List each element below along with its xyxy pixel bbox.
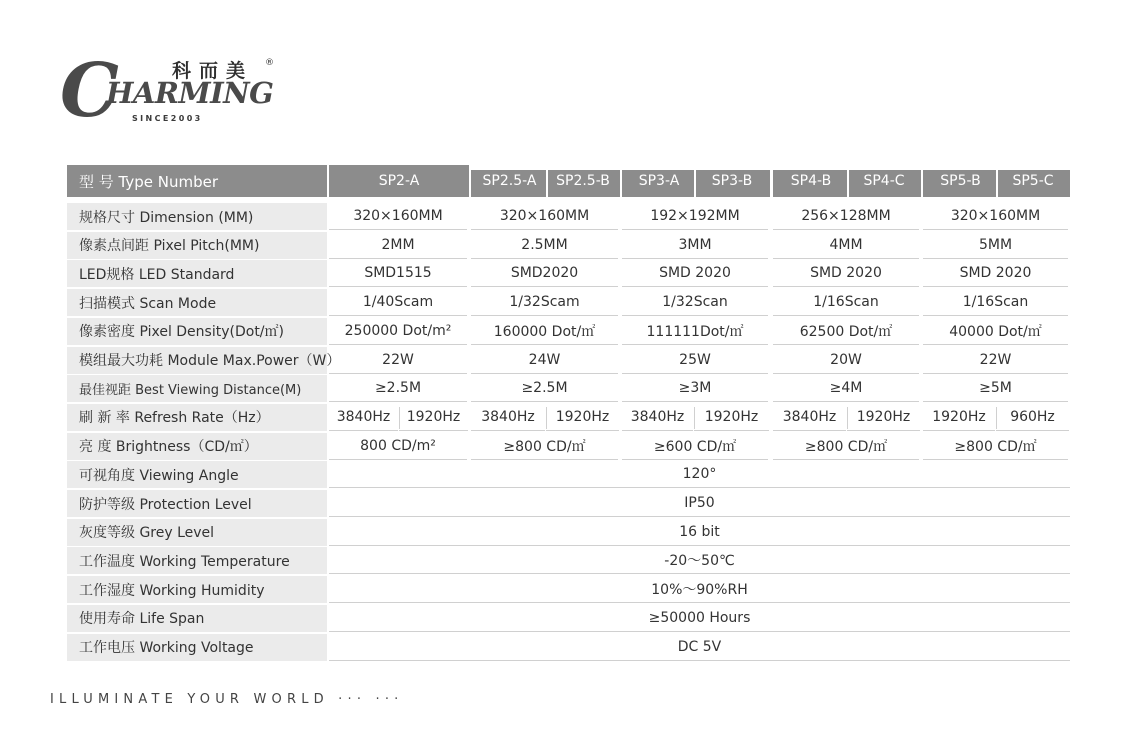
spec-cell: ≥5M bbox=[923, 375, 1068, 402]
brightness-cell: ≥800 CD/㎡ bbox=[923, 433, 1068, 460]
spec-cell: 4MM bbox=[773, 232, 919, 259]
logo-since: SINCE2003 bbox=[132, 114, 203, 123]
brightness-cell: ≥600 CD/㎡ bbox=[622, 433, 768, 460]
refresh-rate-cell: 1920Hz bbox=[923, 404, 995, 431]
spec-cell: 2MM bbox=[329, 232, 467, 259]
brightness-cell: ≥800 CD/㎡ bbox=[471, 433, 618, 460]
spec-cell: SMD 2020 bbox=[923, 260, 1068, 287]
row-label: 工作温度 Working Temperature bbox=[67, 547, 327, 574]
row-label: 亮 度 Brightness（CD/㎡） bbox=[67, 433, 327, 460]
spec-cell: SMD1515 bbox=[329, 260, 467, 287]
spec-cell: 320×160MM bbox=[923, 203, 1068, 230]
spec-cell: SMD2020 bbox=[471, 260, 618, 287]
model-sp4-c: SP4-C bbox=[849, 165, 919, 197]
logo-chinese-name: 科而美 bbox=[172, 60, 254, 82]
model-sp5-b: SP5-B bbox=[925, 165, 996, 197]
model-sp2-5-a: SP2.5-A bbox=[473, 165, 546, 197]
row-label: 灰度等级 Grey Level bbox=[67, 519, 327, 546]
spec-cell: 2.5MM bbox=[471, 232, 618, 259]
model-sp2-5-b: SP2.5-B bbox=[548, 165, 618, 197]
spec-cell: 5MM bbox=[923, 232, 1068, 259]
spec-cell: 1/16Scan bbox=[773, 289, 919, 316]
type-number-header: 型 号 Type Number bbox=[67, 165, 327, 197]
row-label: 规格尺寸 Dimension (MM) bbox=[67, 203, 327, 230]
refresh-rate-cell: 3840Hz bbox=[329, 404, 398, 431]
model-sp4-b: SP4-B bbox=[775, 165, 847, 197]
brightness-cell: 800 CD/m² bbox=[329, 433, 467, 460]
logo-c-letter: C bbox=[60, 48, 117, 134]
cell-divider bbox=[399, 407, 400, 429]
spec-cell: 160000 Dot/㎡ bbox=[471, 318, 618, 345]
spec-cell: ≥2.5M bbox=[329, 375, 467, 402]
spec-cell: 1/32Scan bbox=[622, 289, 768, 316]
row-label: 像素点间距 Pixel Pitch(MM) bbox=[67, 232, 327, 259]
spec-cell: 250000 Dot/m² bbox=[329, 318, 467, 345]
row-label: 模组最大功耗 Module Max.Power（W） bbox=[67, 347, 327, 374]
row-label: 工作电压 Working Voltage bbox=[67, 634, 327, 661]
refresh-rate-cell: 1920Hz bbox=[546, 404, 619, 431]
row-label: 可视角度 Viewing Angle bbox=[67, 461, 327, 488]
refresh-rate-cell: 3840Hz bbox=[622, 404, 693, 431]
spec-cell: 3MM bbox=[622, 232, 768, 259]
refresh-rate-cell: 1920Hz bbox=[847, 404, 920, 431]
refresh-rate-cell: 3840Hz bbox=[773, 404, 846, 431]
row-label: 工作湿度 Working Humidity bbox=[67, 576, 327, 603]
model-sp3-b: SP3-B bbox=[696, 165, 768, 197]
brightness-cell: ≥800 CD/㎡ bbox=[773, 433, 919, 460]
merged-value-cell: 10%～90%RH bbox=[329, 576, 1070, 603]
cell-divider bbox=[694, 407, 695, 429]
refresh-rate-cell: 1920Hz bbox=[694, 404, 769, 431]
spec-cell: 40000 Dot/㎡ bbox=[923, 318, 1068, 345]
refresh-rate-cell: 960Hz bbox=[996, 404, 1069, 431]
model-sp2-a: SP2-A bbox=[329, 165, 469, 197]
cell-divider bbox=[546, 407, 547, 429]
row-label: 刷 新 率 Refresh Rate（Hz） bbox=[67, 404, 327, 431]
spec-cell: 1/40Scam bbox=[329, 289, 467, 316]
spec-cell: SMD 2020 bbox=[622, 260, 768, 287]
model-sp5-c: SP5-C bbox=[998, 165, 1068, 197]
merged-value-cell: -20～50℃ bbox=[329, 547, 1070, 574]
spec-cell: 320×160MM bbox=[471, 203, 618, 230]
refresh-rate-cell: 3840Hz bbox=[471, 404, 545, 431]
row-label: 扫描模式 Scan Mode bbox=[67, 289, 327, 316]
spec-cell: 192×192MM bbox=[622, 203, 768, 230]
merged-value-cell: 120° bbox=[329, 461, 1070, 488]
refresh-rate-cell: 1920Hz bbox=[399, 404, 468, 431]
spec-cell: 22W bbox=[923, 347, 1068, 374]
row-label: 最佳视距 Best Viewing Distance(M) bbox=[67, 375, 327, 402]
spec-cell: 25W bbox=[622, 347, 768, 374]
row-label: 使用寿命 Life Span bbox=[67, 605, 327, 632]
merged-value-cell: DC 5V bbox=[329, 634, 1070, 661]
spec-cell: 1/32Scam bbox=[471, 289, 618, 316]
spec-cell: 111111Dot/㎡ bbox=[622, 318, 768, 345]
spec-cell: 1/16Scan bbox=[923, 289, 1068, 316]
spec-cell: ≥3M bbox=[622, 375, 768, 402]
model-sp3-a: SP3-A bbox=[624, 165, 694, 197]
cell-divider bbox=[996, 407, 997, 429]
spec-cell: ≥2.5M bbox=[471, 375, 618, 402]
spec-cell: 320×160MM bbox=[329, 203, 467, 230]
spec-cell: 20W bbox=[773, 347, 919, 374]
cell-divider bbox=[847, 407, 848, 429]
row-label: 像素密度 Pixel Density(Dot/㎡) bbox=[67, 318, 327, 345]
brand-logo bbox=[60, 48, 280, 134]
spec-cell: 256×128MM bbox=[773, 203, 919, 230]
spec-cell: 24W bbox=[471, 347, 618, 374]
footer-slogan: ILLUMINATE YOUR WORLD ··· ··· bbox=[50, 692, 404, 707]
merged-value-cell: IP50 bbox=[329, 490, 1070, 517]
spec-cell: 22W bbox=[329, 347, 467, 374]
spec-cell: 62500 Dot/㎡ bbox=[773, 318, 919, 345]
spec-cell: SMD 2020 bbox=[773, 260, 919, 287]
merged-value-cell: ≥50000 Hours bbox=[329, 605, 1070, 632]
row-label: 防护等级 Protection Level bbox=[67, 490, 327, 517]
registered-mark: ® bbox=[265, 58, 274, 68]
spec-cell: ≥4M bbox=[773, 375, 919, 402]
logo-wordmark: HARMING bbox=[106, 76, 274, 110]
row-label: LED规格 LED Standard bbox=[67, 260, 327, 287]
merged-value-cell: 16 bit bbox=[329, 519, 1070, 546]
